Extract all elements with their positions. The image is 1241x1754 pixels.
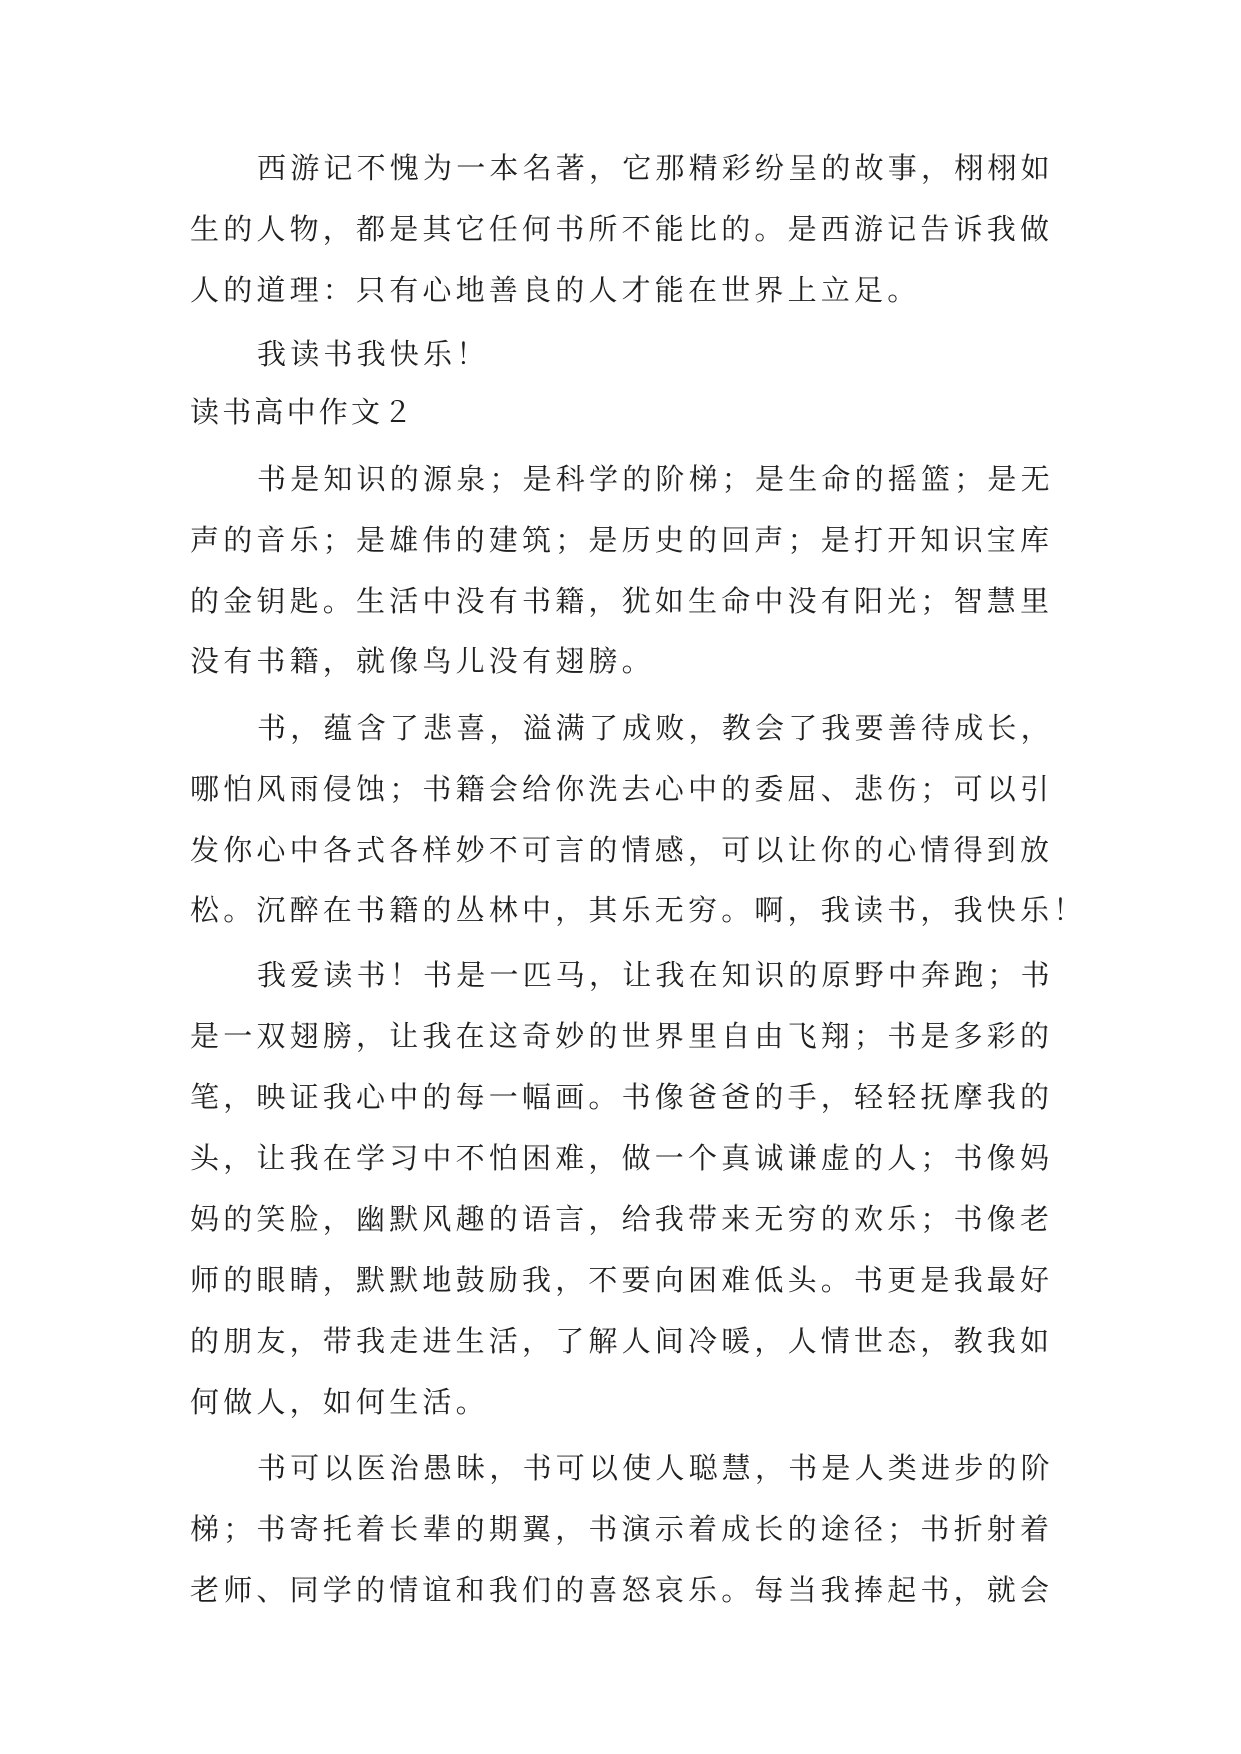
text-line: 头，让我在学习中不怕困难，做一个真诚谦虚的人；书像妈 (190, 1141, 1054, 1175)
text-line: 松。沉醉在书籍的丛林中，其乐无穷。啊，我读书，我快乐！ (190, 893, 1087, 927)
text-line: 我读书我快乐！ (257, 337, 490, 371)
text-line: 没有书籍，就像鸟儿没有翅膀。 (190, 644, 655, 678)
essay-heading: 读书高中作文２ (190, 395, 416, 429)
text-line: 人的道理：只有心地善良的人才能在世界上立足。 (190, 273, 921, 307)
text-line: 哪怕风雨侵蚀；书籍会给你洗去心中的委屈、悲伤；可以引 (190, 772, 1054, 806)
text-line: 的金钥匙。生活中没有书籍，犹如生命中没有阳光；智慧里 (190, 584, 1054, 618)
text-line: 妈的笑脸，幽默风趣的语言，给我带来无穷的欢乐；书像老 (190, 1202, 1054, 1236)
text-line: 书可以医治愚昧，书可以使人聪慧，书是人类进步的阶 (257, 1451, 1054, 1485)
text-line: 生的人物，都是其它任何书所不能比的。是西游记告诉我做 (190, 212, 1054, 246)
text-line: 何做人，如何生活。 (190, 1385, 489, 1419)
text-line: 书，蕴含了悲喜，溢满了成败，教会了我要善待成长， (257, 711, 1054, 745)
text-line: 笔，映证我心中的每一幅画。书像爸爸的手，轻轻抚摩我的 (190, 1080, 1054, 1114)
text-line: 老师、同学的情谊和我们的喜怒哀乐。每当我捧起书，就会 (190, 1573, 1054, 1607)
text-line: 声的音乐；是雄伟的建筑；是历史的回声；是打开知识宝库 (190, 523, 1054, 557)
text-line: 梯；书寄托着长辈的期翼，书演示着成长的途径；书折射着 (190, 1512, 1054, 1546)
text-line: 发你心中各式各样妙不可言的情感，可以让你的心情得到放 (190, 833, 1054, 867)
text-line: 书是知识的源泉；是科学的阶梯；是生命的摇篮；是无 (257, 462, 1054, 496)
text-line: 我爱读书！书是一匹马，让我在知识的原野中奔跑；书 (257, 958, 1054, 992)
text-line: 是一双翅膀，让我在这奇妙的世界里自由飞翔；书是多彩的 (190, 1019, 1054, 1053)
text-line: 的朋友，带我走进生活，了解人间冷暖，人情世态，教我如 (190, 1324, 1054, 1358)
text-line: 师的眼睛，默默地鼓励我，不要向困难低头。书更是我最好 (190, 1263, 1054, 1297)
text-line: 西游记不愧为一本名著，它那精彩纷呈的故事，栩栩如 (257, 151, 1054, 185)
